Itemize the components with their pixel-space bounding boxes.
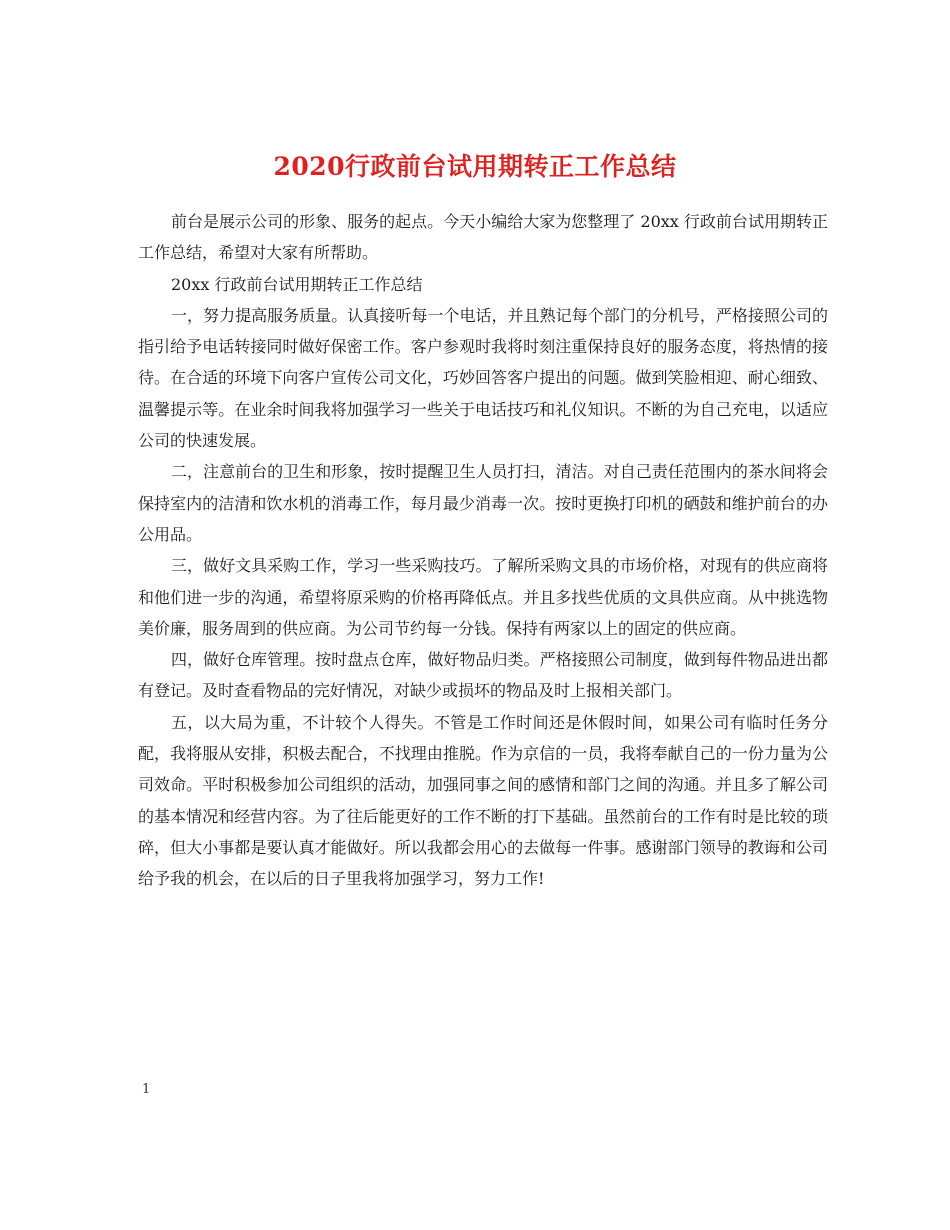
paragraph-warehouse: 四，做好仓库管理。按时盘点仓库，做好物品归类。严格接照公司制度，做到每件物品进出都有登记。及时查看物品的完好情况，对缺少或损坏的物品及时上报相关部门。 — [138, 650, 828, 701]
paragraph-teamwork: 五，以大局为重，不计较个人得失。不管是工作时间还是休假时间，如果公司有临时任务分配，我将服从安排，积极去配合，不找理由推脱。作为京信的一员，我将奉献自己的一份力量为公司效命。平时积极参加公司组织的活动，加强同事之间的感情和部门之间的沟通。并且多了解公司的基本情况和经营内容。为了往后能更好的工作不断的打下基础。虽然前台的工作有时是比较的琐碎，但大小事都是要认真才能做好。所以我都会用心的去做每一件事。感谢部门领导的教诲和公司给予我的机会，在以后的日子里我将加强学习，努力工作! — [138, 712, 828, 889]
paragraph-hygiene: 二，注意前台的卫生和形象，按时提醒卫生人员打扫，清洁。对自己责任范围内的茶水间将会保持室内的洁清和饮水机的消毒工作，每月最少消毒一次。按时更换打印机的硒鼓和维护前台的办公用品。 — [138, 462, 828, 544]
document-body — [138, 206, 828, 895]
paragraph-procurement: 三，做好文具采购工作，学习一些采购技巧。了解所采购文具的市场价格，对现有的供应商将和他们进一步的沟通，希望将原采购的价格再降低点。并且多找些优质的文具供应商。从中挑选物美价廉，服务周到的供应商。为公司节约每一分钱。保持有两家以上的固定的供应商。 — [138, 556, 828, 638]
intro-paragraph: 前台是展示公司的形象、服务的起点。今天小编给大家为您整理了 20xx 行政前台试用期转正工作总结，希望对大家有所帮助。 — [138, 212, 828, 263]
section-heading: 20xx 行政前台试用期转正工作总结 — [171, 274, 423, 294]
paragraph-service-quality: 一，努力提高服务质量。认真接听每一个电话，并且熟记每个部门的分机号，严格接照公司的指引给予电话转接同时做好保密工作。客户参观时我将时刻注重保持良好的服务态度，将热情的接待。在合适的环境下向客户宣传公司文化，巧妙回答客户提出的问题。做到笑脸相迎、耐心细致、温馨提示等。在业余时间我将加强学习一些关于电话技巧和礼仪知识。不断的为自己充电，以适应公司的快速发展。 — [138, 305, 828, 451]
page-number: 1 — [142, 1082, 151, 1097]
page-title: 2020行政前台试用期转正工作总结 — [273, 151, 677, 181]
